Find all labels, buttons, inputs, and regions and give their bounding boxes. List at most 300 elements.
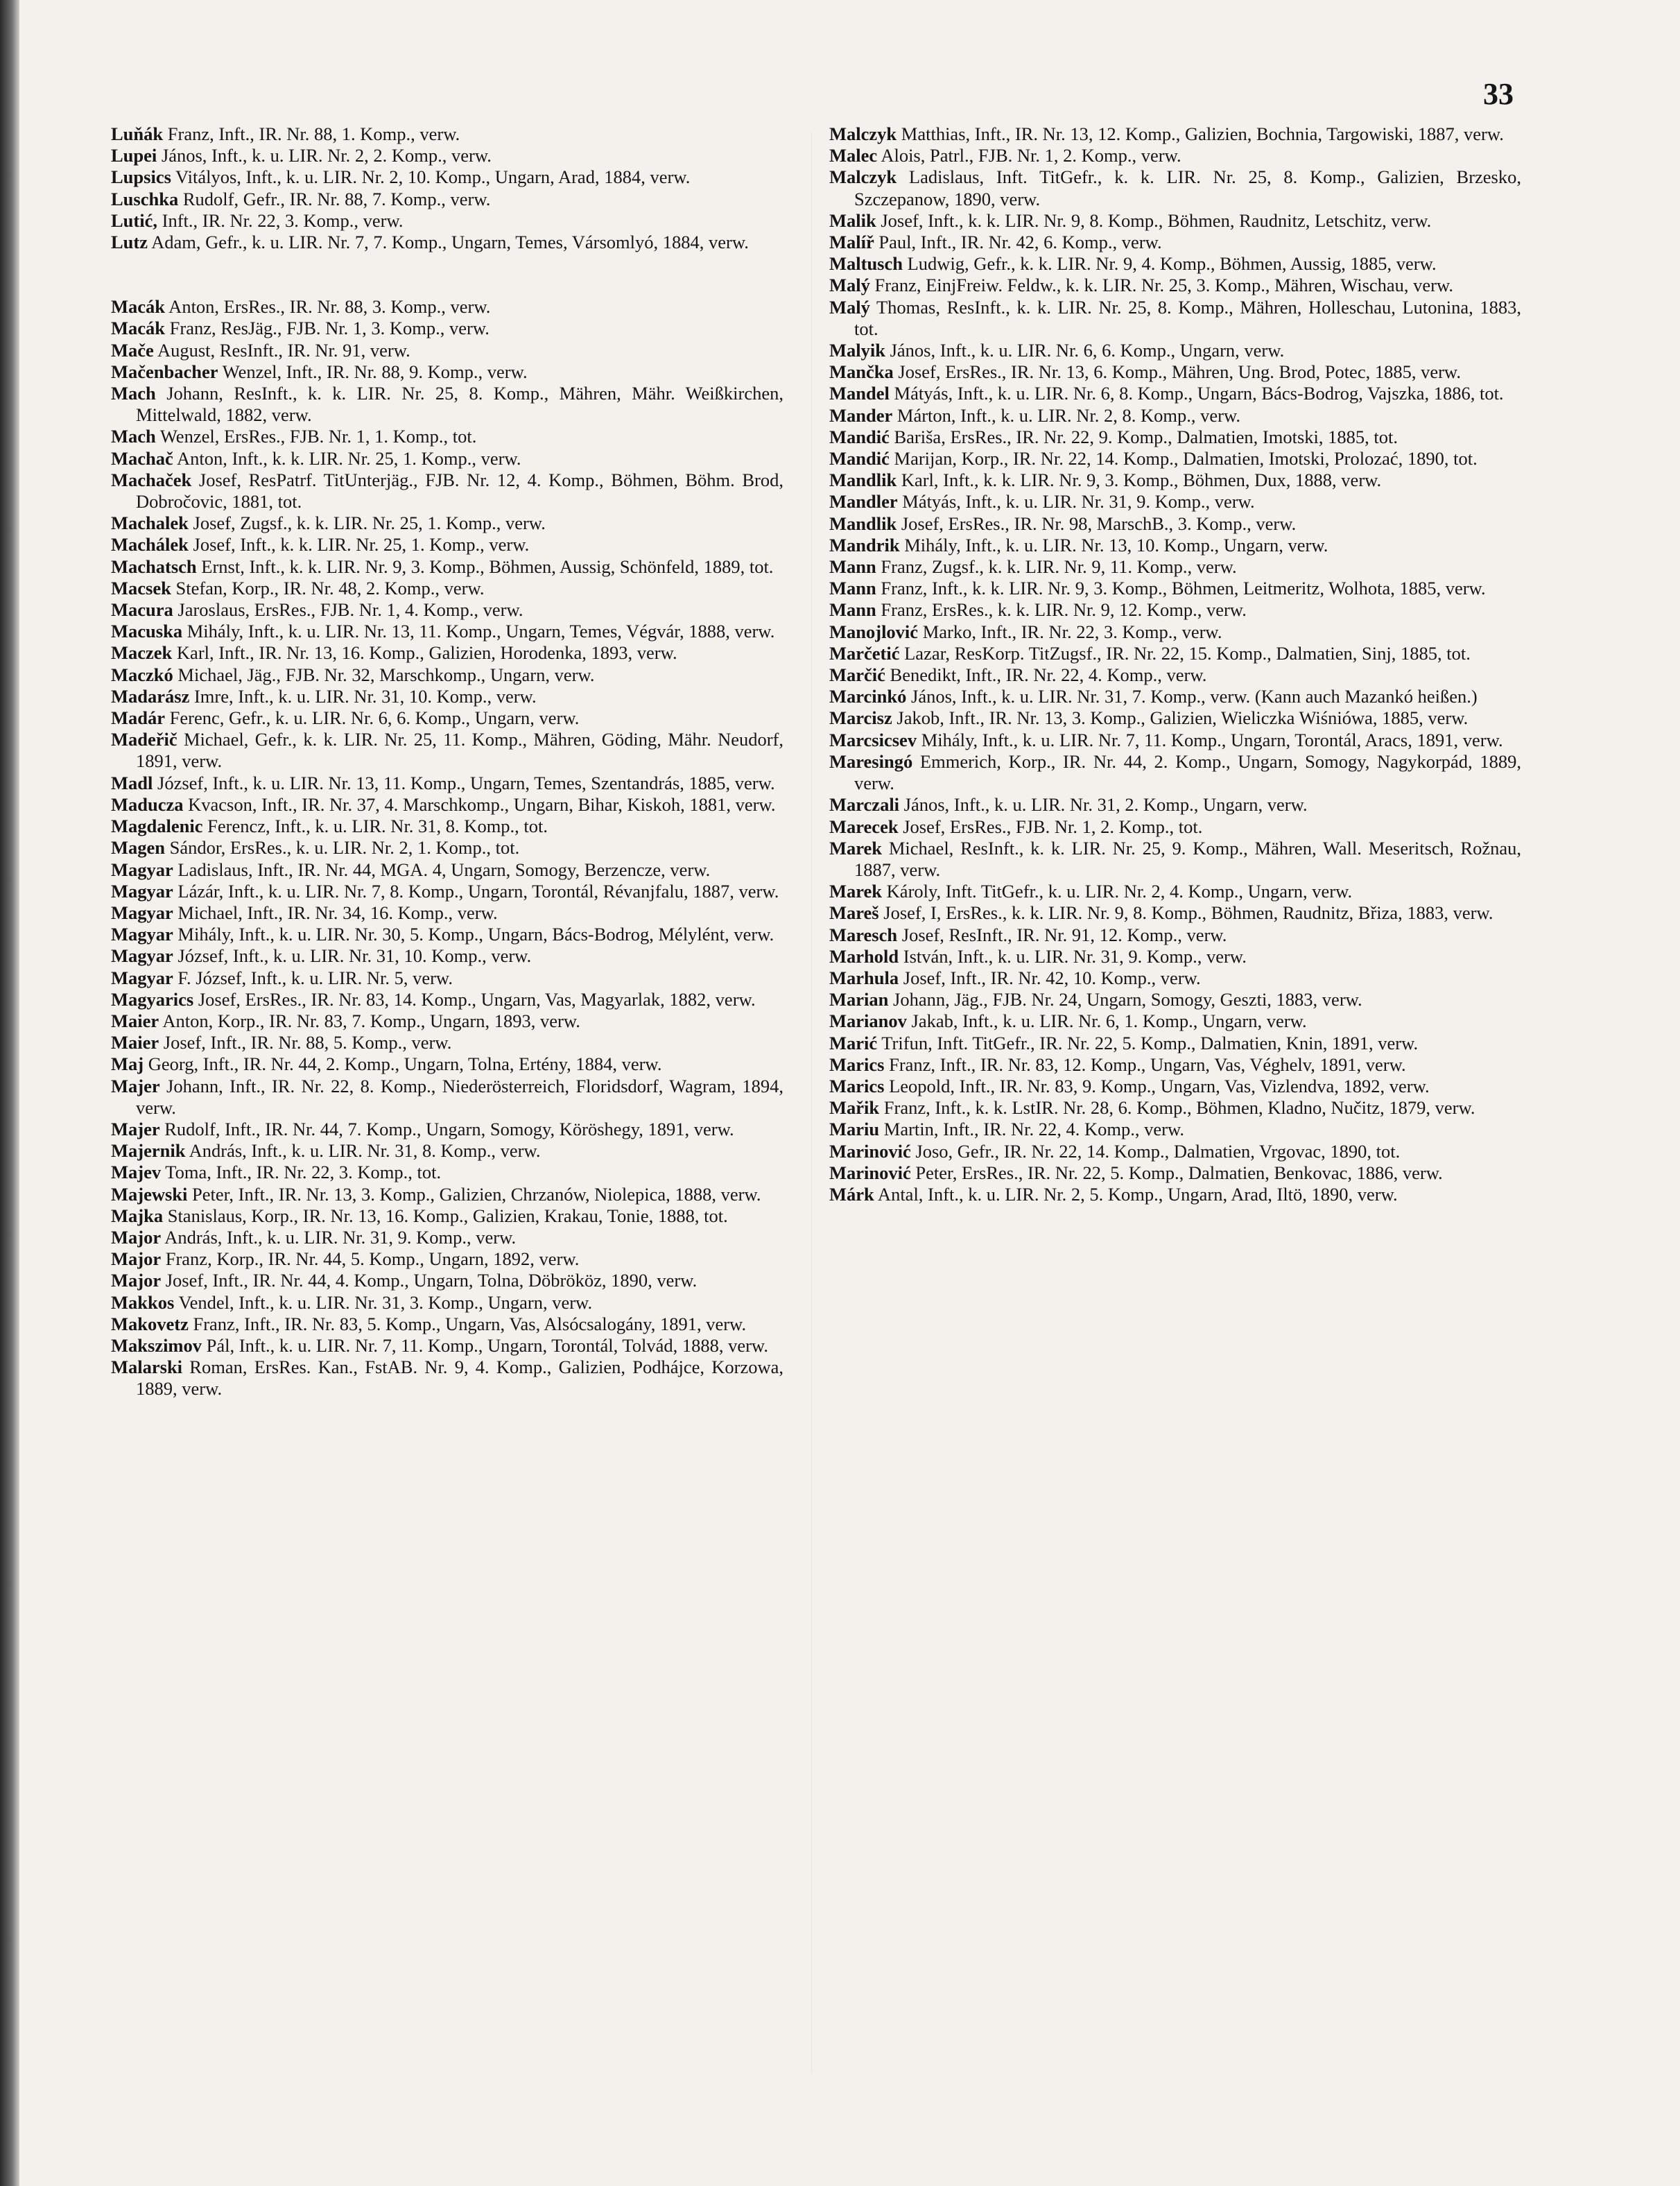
entry-surname: Maltusch [829,253,903,275]
entry-surname: Madarász [111,685,190,707]
entry-details: Antal, Inft., k. u. LIR. Nr. 2, 5. Komp., Ungarn, Arad, Iltö, 1890, verw. [874,1183,1398,1205]
entry-surname: Major [111,1226,162,1248]
entry-surname: Machálek [111,534,189,556]
entry-surname: Manojlović [829,621,919,642]
entry-surname: Marinović [829,1140,911,1162]
entry-surname: Maresch [829,924,898,945]
register-entry [111,318,783,339]
entry-details: Franz, Inft., k. k. LstIR. Nr. 28, 6. Komp., Böhmen, Kladno, Nučitz, 1879, verw. [879,1097,1475,1119]
entry-surname: Majer [111,1075,160,1096]
register-entry [111,902,783,924]
register-entry [829,1097,1521,1119]
register-entry [829,448,1521,470]
register-entry [111,1119,783,1140]
entry-surname: Malarski [111,1357,183,1378]
entry-details: Matthias, Inft., IR. Nr. 13, 12. Komp., Galizien, Bochnia, Targowiski, 1887, verw. [897,123,1504,144]
register-entry [111,1357,783,1400]
register-entry [111,707,783,729]
entry-surname: Mann [829,599,876,621]
entry-details: Josef, ErsRes., FJB. Nr. 1, 2. Komp., tot. [898,816,1203,837]
entry-surname: Marić [829,1032,878,1053]
register-entry [111,426,783,447]
entry-surname: Marčić [829,664,885,686]
register-entry [829,556,1521,578]
register-entry [111,837,783,859]
entry-details: Inft., IR. Nr. 22, 3. Komp., verw. [157,209,404,231]
entry-details: Paul, Inft., IR. Nr. 42, 6. Komp., verw. [874,232,1162,253]
entry-surname: Magyar [111,945,173,967]
entry-surname: Madeřič [111,729,177,750]
entry-surname: Mareš [829,902,879,924]
register-entry [829,166,1521,209]
entry-surname: Mariu [829,1119,880,1140]
register-entry [111,296,783,318]
entry-details: Alois, Patrl., FJB. Nr. 1, 2. Komp., verw. [877,145,1181,166]
entry-details: Mihály, Inft., k. u. LIR. Nr. 13, 10. Komp., Ungarn, verw. [899,534,1328,556]
entry-details: Josef, ErsRes., IR. Nr. 13, 6. Komp., Mähren, Ung. Brod, Potec, 1885, verw. [893,361,1461,383]
page-number: 33 [1483,77,1514,111]
column-divider [811,132,812,2074]
entry-details: Jakab, Inft., k. u. LIR. Nr. 6, 1. Komp., Ungarn, verw. [906,1010,1307,1032]
register-entry [829,491,1521,513]
entry-details: Ferencz, Inft., k. u. LIR. Nr. 31, 8. Komp., tot. [202,816,548,837]
register-entry [111,166,783,188]
entry-surname: Malý [829,296,870,318]
register-entry [829,751,1521,794]
entry-details: Josef, ResPatrf. TitUnterjäg., FJB. Nr. 12, 4. Komp., Böhmen, Böhm. Brod, Dobročovic, 1881, tot. [136,469,783,513]
scan-edge-shadow [0,0,19,2186]
register-entry [111,1270,783,1291]
register-entry [111,210,783,232]
entry-details: Franz, Korp., IR. Nr. 44, 5. Komp., Ungarn, 1892, verw. [161,1248,580,1270]
register-entry [111,1162,783,1183]
entry-surname: Maducza [111,793,184,815]
entry-details: Michael, Gefr., k. k. LIR. Nr. 25, 11. Komp., Mähren, Göding, Mähr. Neudorf, 1891, verw. [136,729,783,772]
entry-details: András, Inft., k. u. LIR. Nr. 31, 9. Komp., verw. [161,1226,517,1248]
register-entry [111,794,783,816]
register-entry [829,210,1521,232]
register-entry [111,1314,783,1335]
entry-details: Anton, ErsRes., IR. Nr. 88, 3. Komp., verw. [165,296,491,318]
entry-surname: Mach [111,426,156,447]
register-entry [829,361,1521,383]
entry-surname: Mandić [829,426,890,447]
entry-surname: Major [111,1248,162,1270]
entry-details: Ladislaus, Inft. TitGefr., k. k. LIR. Nr. 25, 8. Komp., Galizien, Brzesko, Szczepanow, 1890, verw. [854,166,1521,209]
entry-details: Wenzel, ErsRes., FJB. Nr. 1, 1. Komp., tot. [155,426,477,447]
register-entry [829,621,1521,643]
register-entry [111,1076,783,1119]
entry-details: Josef, ErsRes., IR. Nr. 83, 14. Komp., Ungarn, Vas, Magyarlak, 1882, verw. [193,988,756,1010]
entry-surname: Marczali [829,794,900,816]
register-entry [829,275,1521,296]
entry-details: Ferenc, Gefr., k. u. LIR. Nr. 6, 6. Komp., Ungarn, verw. [165,707,580,729]
entry-surname: Macura [111,599,173,621]
entry-details: Franz, Inft., k. k. LIR. Nr. 9, 3. Komp., Böhmen, Leitmeritz, Wolhota, 1885, verw. [876,578,1486,599]
entry-details: Mihály, Inft., k. u. LIR. Nr. 7, 11. Komp., Ungarn, Torontál, Aracs, 1891, verw. [917,729,1503,750]
entry-surname: Lupei [111,145,157,166]
entry-details: Toma, Inft., IR. Nr. 22, 3. Komp., tot. [161,1162,442,1183]
register-entry [829,578,1521,599]
entry-details: Wenzel, Inft., IR. Nr. 88, 9. Komp., verw. [218,361,528,382]
entry-surname: Mačenbacher [111,361,218,382]
entry-details: András, Inft., k. u. LIR. Nr. 31, 8. Komp., verw. [185,1140,541,1162]
register-entry [111,470,783,513]
entry-details: Karl, Inft., k. k. LIR. Nr. 9, 3. Komp., Böhmen, Dux, 1888, verw. [897,470,1382,491]
register-entry [829,427,1521,448]
entry-details: Lazar, ResKorp. TitZugsf., IR. Nr. 22, 15. Komp., Dalmatien, Sinj, 1885, tot. [899,642,1471,664]
entry-surname: Mann [829,556,876,578]
entry-details: Stanislaus, Korp., IR. Nr. 13, 16. Komp., Galizien, Krakau, Tonie, 1888, tot. [163,1205,728,1226]
entry-details: Mátyás, Inft., k. u. LIR. Nr. 6, 8. Komp., Ungarn, Bács-Bodrog, Vajszka, 1886, tot. [889,383,1504,404]
entry-details: Peter, ErsRes., IR. Nr. 22, 5. Komp., Dalmatien, Benkovac, 1886, verw. [910,1162,1443,1183]
register-entry [111,189,783,210]
register-entry [829,664,1521,686]
register-entry [111,1292,783,1314]
register-entry [111,1184,783,1205]
register-entry [111,123,783,145]
entry-details: Benedikt, Inft., IR. Nr. 22, 4. Komp., verw. [885,664,1207,686]
entry-surname: Marinović [829,1162,911,1183]
entry-surname: Mandlik [829,470,897,491]
register-entry [111,361,783,383]
register-entry [829,924,1521,946]
entry-details: Leopold, Inft., IR. Nr. 83, 9. Komp., Ungarn, Vas, Vizlendva, 1892, verw. [884,1075,1430,1096]
register-entry [111,859,783,881]
register-entry [111,1205,783,1227]
entry-details: Josef, Inft., k. k. LIR. Nr. 25, 1. Komp., verw. [188,534,530,556]
entry-details: Thomas, ResInft., k. k. LIR. Nr. 25, 8. Komp., Mähren, Holleschau, Lutonina, 1883, tot. [854,296,1521,339]
entry-details: Vendel, Inft., k. u. LIR. Nr. 31, 3. Komp., Ungarn, verw. [174,1291,593,1313]
entry-surname: Malczyk [829,166,897,188]
register-entry [829,881,1521,902]
entry-details: Vitályos, Inft., k. u. LIR. Nr. 2, 10. Komp., Ungarn, Arad, 1884, verw. [171,166,691,188]
register-entry [111,1248,783,1270]
entry-surname: Malý [829,275,870,296]
entry-surname: Mandić [829,448,890,470]
entry-details: Franz, Inft., IR. Nr. 83, 12. Komp., Ungarn, Vas, Véghelv, 1891, verw. [884,1053,1406,1075]
entry-details: Josef, I, ErsRes., k. k. LIR. Nr. 9, 8. Komp., Böhmen, Raudnitz, Břiza, 1883, verw. [878,902,1493,924]
entry-surname: Magyar [111,967,173,988]
register-entry [111,1335,783,1357]
entry-surname: Luschka [111,188,179,209]
entry-surname: Magyar [111,924,173,945]
entry-surname: Makovetz [111,1313,189,1334]
entry-surname: Lutić, [111,209,157,231]
entry-surname: Machaček [111,469,192,490]
register-entry [111,642,783,664]
register-entry [829,1010,1521,1032]
register-entry [111,621,783,642]
register-entry [829,707,1521,729]
entry-details: István, Inft., k. u. LIR. Nr. 31, 9. Komp., verw. [899,945,1247,967]
register-entry [829,535,1521,556]
entry-details: Josef, Inft., IR. Nr. 44, 4. Komp., Ungarn, Tolna, Döbrököz, 1890, verw. [161,1270,698,1291]
register-entry [829,1141,1521,1162]
entry-details: Georg, Inft., IR. Nr. 44, 2. Komp., Ungarn, Tolna, Ertény, 1884, verw. [144,1053,662,1075]
entry-details: Pál, Inft., k. u. LIR. Nr. 7, 11. Komp., Ungarn, Torontál, Tolvád, 1888, verw. [202,1334,768,1356]
entry-surname: Makkos [111,1291,175,1313]
entry-details: Sándor, ErsRes., k. u. LIR. Nr. 2, 1. Komp., tot. [165,837,520,859]
register-entry [829,794,1521,816]
entry-details: Károly, Inft. TitGefr., k. u. LIR. Nr. 2, 4. Komp., Ungarn, verw. [882,881,1353,902]
register-entry [829,253,1521,275]
register-entry [829,1119,1521,1140]
entry-surname: Major [111,1270,162,1291]
entry-surname: Majernik [111,1140,186,1162]
register-entry [829,513,1521,535]
register-entry [829,686,1521,707]
entry-details: Josef, Inft., IR. Nr. 88, 5. Komp., verw. [159,1032,452,1053]
entry-surname: Mandrik [829,534,900,556]
register-entry [829,946,1521,967]
entry-surname: Mače [111,339,154,361]
register-entry [111,578,783,599]
entry-surname: Malíř [829,232,874,253]
entry-surname: Macuska [111,621,183,642]
entry-surname: Marianov [829,1010,907,1032]
entry-details: Mihály, Inft., k. u. LIR. Nr. 30, 5. Komp., Ungarn, Bács-Bodrog, Mélylént, verw. [173,924,774,945]
entry-details: Franz, Inft., IR. Nr. 83, 5. Komp., Ungarn, Vas, Alsócsalogány, 1891, verw. [188,1313,747,1334]
entry-surname: Lupsics [111,166,171,188]
register-entry [829,145,1521,166]
entry-surname: Marecek [829,816,899,837]
entry-details: Trifun, Inft. TitGefr., IR. Nr. 22, 5. Komp., Dalmatien, Knin, 1891, verw. [877,1032,1419,1053]
register-entry [111,881,783,902]
register-entry [111,945,783,967]
register-entry [111,1227,783,1248]
register-entry [829,123,1521,145]
entry-surname: Marics [829,1053,885,1075]
entry-surname: Magyar [111,902,173,923]
entry-surname: Macsek [111,577,171,599]
register-entry [829,967,1521,989]
entry-surname: Maj [111,1053,144,1075]
register-entry [829,902,1521,924]
entry-surname: Maresingó [829,750,913,772]
register-entry [829,383,1521,404]
register-entry [829,1054,1521,1076]
entry-details: Karl, Inft., IR. Nr. 13, 16. Komp., Galizien, Horodenka, 1893, verw. [172,642,677,664]
entry-details: Ludwig, Gefr., k. k. LIR. Nr. 9, 4. Komp., Böhmen, Aussig, 1885, verw. [903,253,1437,275]
entry-details: János, Inft., k. u. LIR. Nr. 31, 2. Komp., Ungarn, verw. [899,794,1308,816]
register-entry [111,924,783,945]
register-entry [829,405,1521,427]
entry-surname: Makszimov [111,1334,202,1356]
entry-details: August, ResInft., IR. Nr. 91, verw. [153,339,410,361]
register-entry [111,816,783,837]
entry-details: Josef, ErsRes., IR. Nr. 98, MarschB., 3. Komp., verw. [897,513,1297,534]
entry-surname: Machatsch [111,556,197,577]
entry-details: Emmerich, Korp., IR. Nr. 44, 2. Komp., Ungarn, Somogy, Nagykorpád, 1889, verw. [854,750,1521,794]
entry-surname: Macák [111,296,166,318]
entry-surname: Majka [111,1205,164,1226]
register-entry [111,686,783,707]
entry-details: Bariša, ErsRes., IR. Nr. 22, 9. Komp., Dalmatien, Imotski, 1885, tot. [889,426,1398,447]
entry-surname: Malczyk [829,123,897,144]
entry-surname: Marek [829,881,883,902]
entry-surname: Majewski [111,1183,188,1205]
entry-details: Franz, EinjFreiw. Feldw., k. k. LIR. Nr. 25, 3. Komp., Mähren, Wischau, verw. [869,275,1454,296]
entry-details: Joso, Gefr., IR. Nr. 22, 14. Komp., Dalmatien, Vrgovac, 1890, tot. [910,1140,1401,1162]
entry-surname: Mandel [829,383,890,404]
entry-details: Franz, ResJäg., FJB. Nr. 1, 3. Komp., verw. [165,318,490,339]
entry-details: Johann, Inft., IR. Nr. 22, 8. Komp., Niederösterreich, Floridsdorf, Wagram, 1894, verw. [136,1075,783,1118]
entry-details: Mátyás, Inft., k. u. LIR. Nr. 31, 9. Komp., verw. [897,491,1255,513]
register-entry [829,1184,1521,1205]
right-column [829,123,1521,1205]
entry-details: Josef, ResInft., IR. Nr. 91, 12. Komp., verw. [897,924,1227,945]
entry-surname: Mandler [829,491,898,513]
entry-details: Johann, Jäg., FJB. Nr. 24, Ungarn, Somogy, Geszti, 1883, verw. [888,989,1362,1010]
register-entry [111,534,783,556]
register-entry [829,1162,1521,1184]
entry-details: Ernst, Inft., k. k. LIR. Nr. 9, 3. Komp., Böhmen, Aussig, Schönfeld, 1889, tot. [196,556,774,577]
entry-details: Martin, Inft., IR. Nr. 22, 4. Komp., verw. [879,1119,1185,1140]
register-entry [829,816,1521,838]
entry-surname: Mančka [829,361,894,383]
entry-surname: Mach [111,383,156,404]
entry-details: Kvacson, Inft., IR. Nr. 37, 4. Marschkomp., Ungarn, Bihar, Kiskoh, 1881, verw. [183,793,776,815]
entry-details: Josef, Inft., IR. Nr. 42, 10. Komp., verw. [899,967,1201,988]
entry-details: Mihály, Inft., k. u. LIR. Nr. 13, 11. Komp., Ungarn, Temes, Végvár, 1888, verw. [182,621,775,642]
register-entry [111,383,783,426]
entry-surname: Marčetić [829,642,900,664]
register-entry [829,1033,1521,1054]
entry-surname: Mann [829,578,876,599]
section-gap [111,253,783,296]
entry-surname: Marcisz [829,707,892,729]
entry-surname: Mandlik [829,513,897,534]
register-entry [111,1053,783,1075]
register-entry [111,513,783,534]
entry-details: Rudolf, Inft., IR. Nr. 44, 7. Komp., Ungarn, Somogy, Köröshegy, 1891, verw. [159,1118,734,1139]
entry-details: János, Inft., k. u. LIR. Nr. 31, 7. Komp., verw. (Kann auch Mazankó heißen.) [906,686,1478,707]
entry-surname: Lutz [111,232,148,253]
entry-surname: Malec [829,145,878,166]
entry-details: Josef, Zugsf., k. k. LIR. Nr. 25, 1. Komp., verw. [188,513,546,534]
entry-details: Jaroslaus, ErsRes., FJB. Nr. 1, 4. Komp., verw. [173,599,523,621]
entry-surname: Machalek [111,513,189,534]
left-column [111,123,783,1400]
register-entry [829,730,1521,751]
entry-details: Márton, Inft., k. u. LIR. Nr. 2, 8. Komp., verw. [892,404,1240,426]
entry-surname: Magdalenic [111,816,203,837]
entry-surname: Machač [111,447,173,469]
entry-details: Michael, ResInft., k. k. LIR. Nr. 25, 9. Komp., Mähren, Wall. Meseritsch, Rožnau, 1887, verw. [854,837,1521,880]
register-entry [111,989,783,1010]
entry-details: Michael, Inft., IR. Nr. 34, 16. Komp., verw. [173,902,498,923]
entry-details: Adam, Gefr., k. u. LIR. Nr. 7, 7. Komp., Ungarn, Temes, Vársomlyó, 1884, verw. [148,232,749,253]
register-entry [111,1010,783,1032]
register-entry [111,773,783,794]
entry-details: Marijan, Korp., IR. Nr. 22, 14. Komp., Dalmatien, Imotski, Prolozać, 1890, tot. [889,448,1478,470]
entry-details: János, Inft., k. u. LIR. Nr. 2, 2. Komp., verw. [157,145,492,166]
entry-surname: Majer [111,1118,160,1139]
entry-details: F. József, Inft., k. u. LIR. Nr. 5, verw. [173,967,453,988]
entry-surname: Magyar [111,859,173,880]
entry-surname: Marcsicsev [829,729,917,750]
entry-details: Anton, Inft., k. k. LIR. Nr. 25, 1. Komp., verw. [173,447,521,469]
entry-details: Roman, ErsRes. Kan., FstAB. Nr. 9, 4. Komp., Galizien, Podhájce, Korzowa, 1889, verw. [136,1357,783,1400]
entry-surname: Malik [829,209,876,231]
entry-details: Johann, ResInft., k. k. LIR. Nr. 25, 8. Komp., Mähren, Mähr. Weißkirchen, Mittelwald, 1882, verw. [136,383,783,426]
register-entry [829,470,1521,491]
register-entry [829,989,1521,1010]
register-entry [829,838,1521,881]
register-entry [111,340,783,361]
entry-details: János, Inft., k. u. LIR. Nr. 6, 6. Komp., Ungarn, verw. [885,340,1285,361]
register-entry [111,145,783,166]
entry-surname: Maier [111,1010,159,1031]
entry-details: Franz, ErsRes., k. k. LIR. Nr. 9, 12. Komp., verw. [876,599,1247,621]
entry-surname: Luňák [111,123,164,144]
entry-surname: Marhula [829,967,899,988]
entry-details: Michael, Jäg., FJB. Nr. 32, Marschkomp., Ungarn, verw. [173,664,595,685]
register-entry [111,232,783,253]
register-entry [829,643,1521,664]
entry-surname: Marics [829,1075,885,1096]
entry-details: Josef, Inft., k. k. LIR. Nr. 9, 8. Komp., Böhmen, Raudnitz, Letschitz, verw. [876,209,1432,231]
register-entry [111,664,783,686]
entry-surname: Marhold [829,945,899,967]
entry-surname: Madl [111,772,153,793]
entry-surname: Majev [111,1162,162,1183]
register-entry [829,599,1521,621]
entry-surname: Maczkó [111,664,173,685]
entry-details: Stefan, Korp., IR. Nr. 48, 2. Komp., verw. [171,577,485,599]
register-entry [829,1076,1521,1097]
entry-details: Franz, Zugsf., k. k. LIR. Nr. 9, 11. Komp., verw. [876,556,1237,578]
entry-surname: Márk [829,1183,874,1205]
entry-surname: Magyarics [111,988,194,1010]
entry-details: József, Inft., k. u. LIR. Nr. 13, 11. Komp., Ungarn, Temes, Szentandrás, 1885, verw. [153,772,775,793]
entry-surname: Marian [829,989,889,1010]
entry-surname: Madár [111,707,166,729]
entry-details: Ladislaus, Inft., IR. Nr. 44, MGA. 4, Ungarn, Somogy, Berzencze, verw. [173,859,711,880]
entry-surname: Malyik [829,340,885,361]
entry-details: Marko, Inft., IR. Nr. 22, 3. Komp., verw. [918,621,1222,642]
register-entry [111,1140,783,1162]
register-entry [829,340,1521,361]
entry-surname: Maczek [111,642,173,664]
entry-details: Peter, Inft., IR. Nr. 13, 3. Komp., Galizien, Chrzanów, Niolepica, 1888, verw. [187,1183,761,1205]
register-entry [111,556,783,578]
entry-details: József, Inft., k. u. LIR. Nr. 31, 10. Komp., verw. [173,945,532,967]
register-entry [829,232,1521,253]
entry-details: Anton, Korp., IR. Nr. 83, 7. Komp., Ungarn, 1893, verw. [159,1010,580,1031]
entry-surname: Marek [829,837,883,859]
register-entry [111,448,783,470]
entry-surname: Mařik [829,1097,880,1119]
entry-surname: Maier [111,1032,159,1053]
entry-surname: Mander [829,404,893,426]
register-entry [111,1032,783,1053]
entry-surname: Macák [111,318,166,339]
entry-details: Imre, Inft., k. u. LIR. Nr. 31, 10. Komp., verw. [189,685,537,707]
entry-surname: Marcinkó [829,686,907,707]
entry-surname: Magyar [111,880,173,902]
entry-details: Rudolf, Gefr., IR. Nr. 88, 7. Komp., verw. [178,188,491,209]
register-entry [111,967,783,989]
register-entry [111,599,783,621]
register-entry [111,729,783,772]
entry-details: Jakob, Inft., IR. Nr. 13, 3. Komp., Galizien, Wieliczka Wiśniówa, 1885, verw. [892,707,1469,729]
entry-details: Lázár, Inft., k. u. LIR. Nr. 7, 8. Komp., Ungarn, Torontál, Révanjfalu, 1887, verw. [173,880,779,902]
register-entry [829,297,1521,340]
entry-surname: Magen [111,837,166,859]
entry-details: Franz, Inft., IR. Nr. 88, 1. Komp., verw. [163,123,460,144]
